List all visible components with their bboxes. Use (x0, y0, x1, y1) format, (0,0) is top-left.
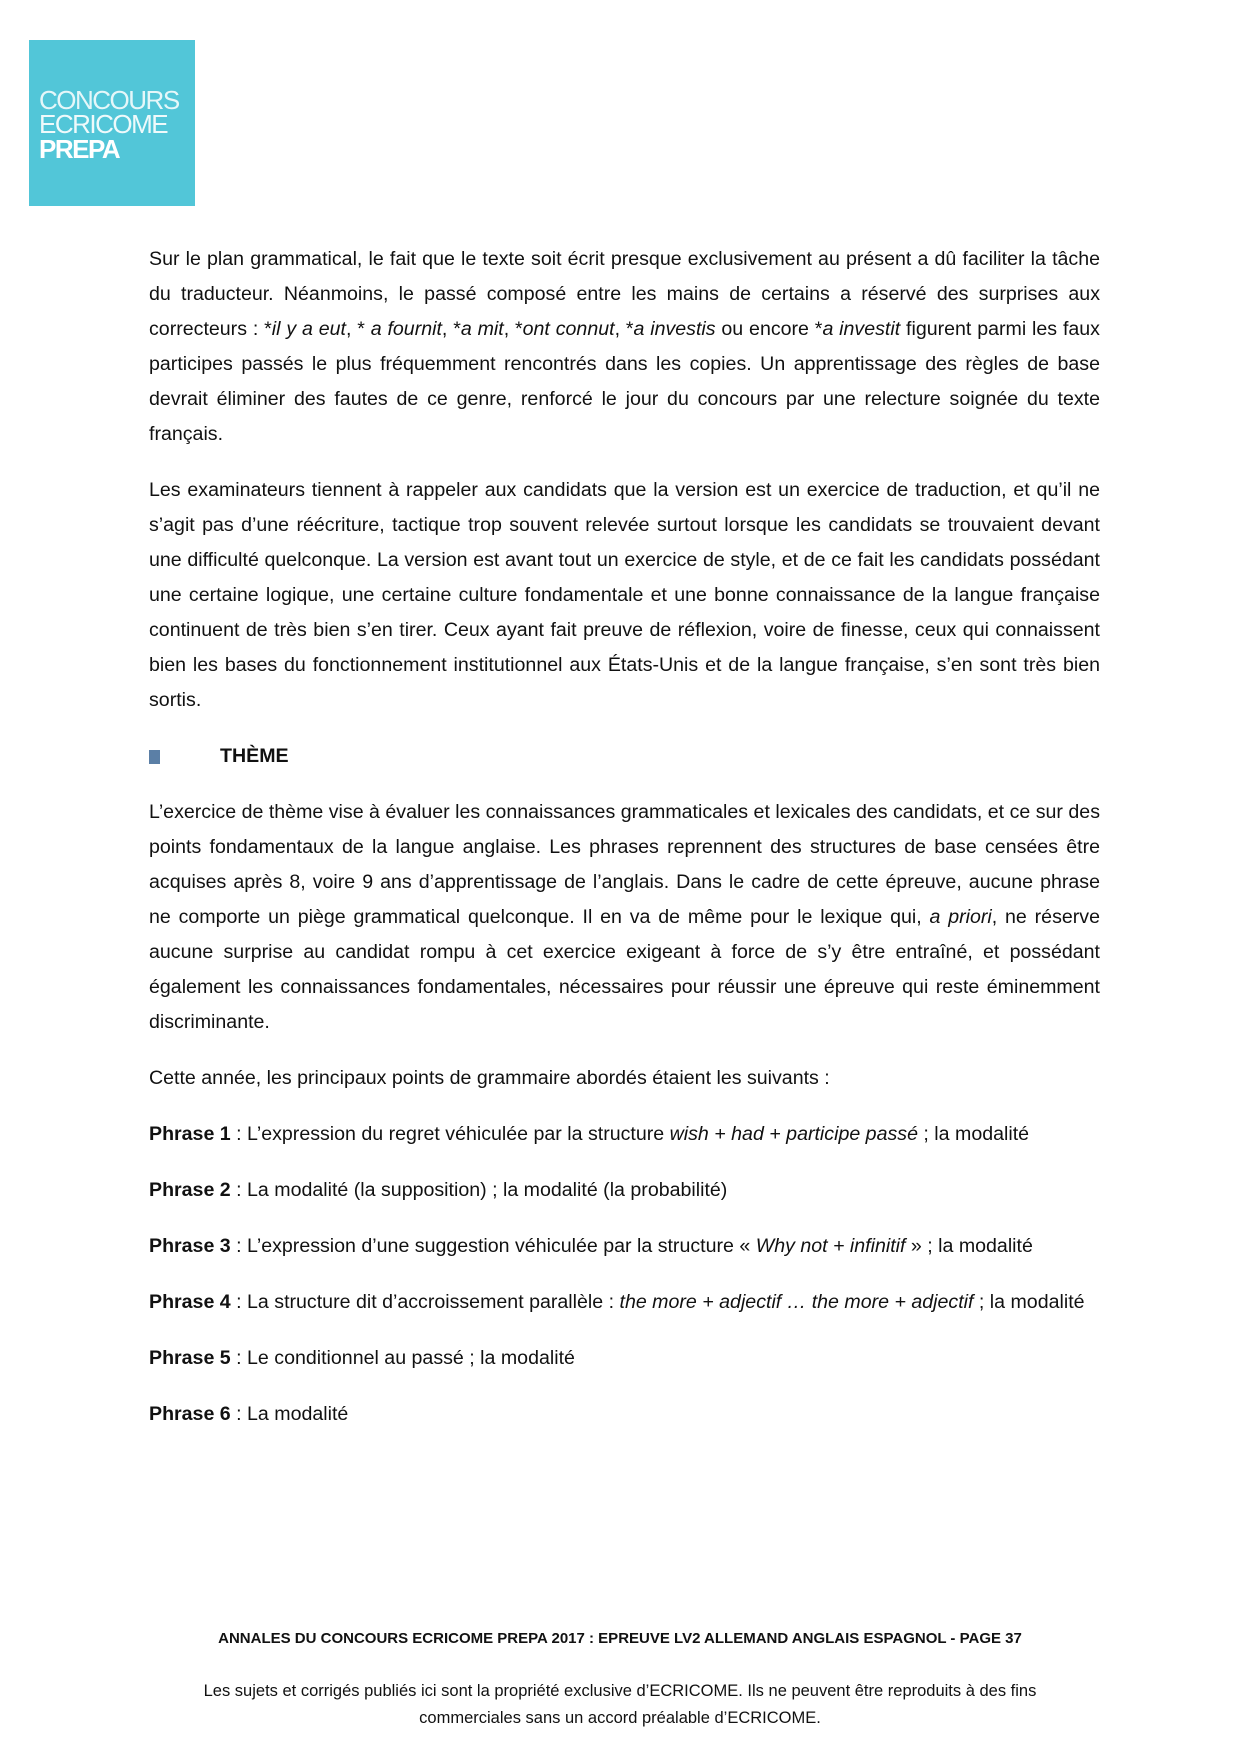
text-segment: Les examinateurs tiennent à rappeler aux candidats que la version est un exercice de traduction, et qu’il ne s’agit pas d’une réécriture, tactique trop souvent relevée surtout lorsque les candidats se trouvaient devant une difficulté quelconque. La version est avant tout un exercice de style, et de ce fait les candidats possédant une certaine logique, une certaine culture fondamentale et une bonne connaissance de la langue française continuent de très bien s’en tirer. Ceux ayant fait preuve de réflexion, voire de finesse, ceux qui connaissent bien les bases du fonctionnement institutionnel aux États-Unis et de la langue française, s’en sont très bien sortis. (149, 479, 1100, 711)
paragraph-group-version (149, 242, 1100, 718)
text-segment: ; la modalité (973, 1291, 1085, 1313)
paragraph (149, 795, 1100, 1040)
text-segment: : La modalité (la supposition) ; la modalité (la probabilité) (230, 1179, 728, 1201)
italic-text: a investit (822, 318, 901, 340)
bold-label: Phrase 3 (149, 1235, 231, 1257)
text-segment: Cette année, les principaux points de grammaire abordés étaient les suivants : (149, 1067, 830, 1089)
logo-line-ecricome: ECRICOME (39, 109, 168, 139)
logo-line-concours: CONCOURS (39, 85, 179, 115)
italic-text: ont connut (522, 318, 615, 340)
footer-title: ANNALES DU CONCOURS ECRICOME PREPA 2017 : EPREUVE LV2 ALLEMAND ANGLAIS ESPAGNOL - PAGE 37 (218, 1630, 1022, 1647)
text-segment: , * (503, 318, 523, 340)
italic-text: a fournit (370, 318, 442, 340)
footer-notice: Les sujets et corrigés publiés ici sont la propriété exclusive d’ECRICOME. Ils ne peuvent être reproduits à des fins commerciales sans un accord préalable d’ECRICOME. (203, 1682, 1037, 1727)
bold-label: Phrase 4 (149, 1291, 231, 1313)
text-segment: : La modalité (230, 1403, 349, 1425)
text-segment: » ; la modalité (905, 1235, 1033, 1257)
text-segment: Sur le plan grammatical, le fait que le texte soit écrit presque exclusivement au présent a dû faciliter la tâche du traducteur. Néanmoins, le passé composé entre les mains de certains a réservé des surprises aux correcteurs : * (149, 248, 1100, 340)
paragraph (149, 1397, 1100, 1432)
paragraph (149, 1229, 1100, 1264)
text-segment: : L’expression d’une suggestion véhiculée par la structure « (230, 1235, 756, 1257)
italic-text: Why not + infinitif (755, 1235, 906, 1257)
section-heading (149, 739, 1100, 774)
paragraph (149, 242, 1100, 452)
text-segment: , * (614, 318, 634, 340)
italic-text: a investis (633, 318, 716, 340)
paragraph (149, 1341, 1100, 1376)
text-segment: , ne réserve aucune surprise au candidat rompu à cet exercice exigeant à force de s’y être entraîné, et possédant également les connaissances fondamentales, nécessaires pour réussir une épreuve qui reste éminemment discriminante. (149, 906, 1100, 1033)
italic-text: the more + adjectif … the more + adjectif (619, 1291, 974, 1313)
paragraph (149, 1173, 1100, 1208)
text-segment: figurent parmi les faux participes passés le plus fréquemment rencontrés dans les copies. Un apprentissage des règles de base devrait éliminer des fautes de ce genre, renforcé le jour du concours par une relecture soignée du texte français. (149, 318, 1100, 445)
text-segment: , * (441, 318, 461, 340)
paragraph (149, 1061, 1100, 1096)
logo-line-prepa: PREPA (39, 134, 120, 164)
paragraph (149, 1117, 1100, 1152)
italic-text: il y a eut (271, 318, 346, 340)
bold-label: Phrase 5 (149, 1347, 231, 1369)
bold-label: Phrase 2 (149, 1179, 231, 1201)
square-bullet-icon (149, 750, 160, 764)
section-heading-text: THÈME (220, 745, 289, 767)
paragraph-group-theme (149, 795, 1100, 1432)
text-segment: : Le conditionnel au passé ; la modalité (230, 1347, 575, 1369)
bold-label: Phrase 1 (149, 1123, 231, 1145)
paragraph (149, 473, 1100, 718)
text-segment: ou encore * (715, 318, 823, 340)
text-segment: L’exercice de thème vise à évaluer les connaissances grammaticales et lexicales des candidats, et ce sur des points fondamentaux de la langue anglaise. Les phrases reprennent des structures de base censées être acquises après 8, voire 9 ans d’apprentissage de l’anglais. Dans le cadre de cette épreuve, aucune phrase ne comporte un piège grammatical quelconque. Il en va de même pour le lexique qui, (149, 801, 1100, 928)
text-segment: ; la modalité (917, 1123, 1030, 1145)
text-segment: : L’expression du regret véhiculée par la structure (230, 1123, 670, 1145)
text-segment: , * (345, 318, 371, 340)
text-segment: : La structure dit d’accroissement parallèle : (230, 1291, 620, 1313)
italic-text: a mit (460, 318, 504, 340)
italic-text: wish + had + participe passé (669, 1123, 918, 1145)
bold-label: Phrase 6 (149, 1403, 231, 1425)
paragraph (149, 1285, 1100, 1320)
document-body (149, 242, 1100, 1453)
italic-text: a priori (929, 906, 992, 928)
ecricome-logo (29, 40, 195, 206)
